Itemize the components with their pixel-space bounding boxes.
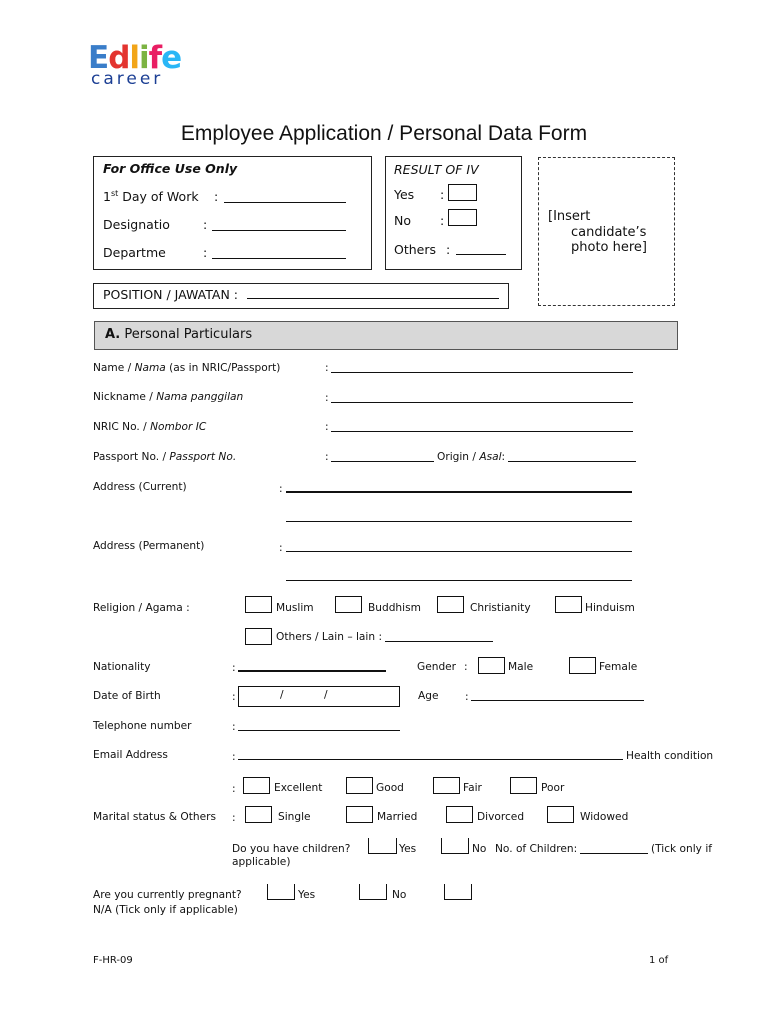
gender-female-checkbox[interactable]: [569, 657, 596, 674]
origin-label: Origin / Asal:: [437, 451, 506, 463]
designation-colon: :: [203, 217, 208, 232]
name-label: Name / Nama (as in NRIC/Passport): [93, 362, 281, 374]
pregnant-no-label: No: [392, 889, 407, 901]
first-day-field[interactable]: [224, 202, 346, 203]
department-label: Departme: [103, 245, 166, 260]
result-yes-label: Yes: [394, 187, 415, 202]
religion-muslim-label: Muslim: [276, 602, 314, 614]
religion-others-label: Others / Lain – lain :: [276, 631, 383, 643]
health-colon: :: [232, 783, 236, 795]
children-no-label: No: [472, 843, 487, 855]
nickname-field[interactable]: [331, 402, 633, 403]
health-poor-label: Poor: [541, 782, 565, 794]
result-no-colon: :: [440, 213, 445, 228]
health-good-checkbox[interactable]: [346, 777, 373, 794]
gender-label: Gender: [417, 661, 457, 673]
passport-field[interactable]: [331, 461, 434, 462]
logo-subtext: career: [91, 69, 164, 89]
num-children-field[interactable]: [580, 853, 648, 854]
religion-buddhism-checkbox[interactable]: [335, 596, 362, 613]
health-poor-checkbox[interactable]: [510, 777, 537, 794]
email-field[interactable]: [238, 759, 623, 760]
health-fair-label: Fair: [463, 782, 482, 794]
religion-buddhism-label: Buddhism: [368, 602, 421, 614]
first-day-colon: :: [214, 189, 219, 204]
marital-married-checkbox[interactable]: [346, 806, 373, 823]
dob-label: Date of Birth: [93, 690, 161, 702]
origin-field[interactable]: [508, 461, 636, 462]
nickname-colon: :: [325, 392, 329, 404]
nationality-field[interactable]: [238, 670, 386, 672]
address-permanent-field-2[interactable]: [286, 580, 632, 581]
dob-field[interactable]: [238, 686, 400, 707]
nric-label: NRIC No. / Nombor IC: [93, 421, 207, 433]
religion-hinduism-checkbox[interactable]: [555, 596, 582, 613]
passport-label: Passport No. / Passport No.: [93, 451, 237, 463]
nationality-colon: :: [232, 662, 236, 674]
passport-colon: :: [325, 451, 329, 463]
children-question: Do you have children?: [232, 843, 351, 855]
pregnant-question: Are you currently pregnant?: [93, 889, 242, 901]
marital-widowed-checkbox[interactable]: [547, 806, 574, 823]
health-good-label: Good: [376, 782, 404, 794]
nickname-label: Nickname / Nama panggilan: [93, 391, 244, 403]
page-number: 1 of: [649, 955, 669, 966]
result-iv-heading: RESULT OF IV: [394, 162, 479, 177]
age-colon: :: [465, 691, 469, 703]
dob-slash-2: /: [324, 689, 328, 701]
result-yes-colon: :: [440, 187, 445, 202]
position-field[interactable]: [247, 298, 499, 299]
gender-male-checkbox[interactable]: [478, 657, 505, 674]
department-field[interactable]: [212, 258, 346, 259]
marital-married-label: Married: [377, 811, 418, 823]
result-no-label: No: [394, 213, 411, 228]
result-yes-checkbox[interactable]: [448, 184, 477, 201]
pregnant-yes-checkbox[interactable]: [267, 884, 295, 900]
email-label: Email Address: [93, 749, 168, 761]
address-current-field-1[interactable]: [286, 491, 632, 493]
nric-colon: :: [325, 421, 329, 433]
children-tick-note: (Tick only if: [651, 843, 712, 855]
department-colon: :: [203, 245, 208, 260]
section-a-header: [94, 321, 678, 350]
designation-field[interactable]: [212, 230, 346, 231]
pregnant-yes-label: Yes: [298, 889, 316, 901]
gender-colon: :: [464, 661, 468, 673]
religion-others-field[interactable]: [385, 641, 493, 642]
position-label: POSITION / JAWATAN :: [103, 287, 239, 302]
pregnant-na-checkbox[interactable]: [444, 884, 472, 900]
health-excellent-checkbox[interactable]: [243, 777, 270, 794]
nric-field[interactable]: [331, 431, 633, 432]
photo-text-line3: photo here]: [571, 240, 647, 255]
health-excellent-label: Excellent: [274, 782, 323, 794]
marital-single-checkbox[interactable]: [245, 806, 272, 823]
religion-hinduism-label: Hinduism: [585, 602, 635, 614]
address-current-label: Address (Current): [93, 481, 187, 493]
health-fair-checkbox[interactable]: [433, 777, 460, 794]
section-a-title: Personal Particulars: [120, 327, 253, 342]
religion-christianity-checkbox[interactable]: [437, 596, 464, 613]
nationality-label: Nationality: [93, 661, 151, 673]
health-label: Health condition: [626, 750, 714, 762]
children-yes-label: Yes: [399, 843, 417, 855]
gender-female-label: Female: [599, 661, 638, 673]
religion-christianity-label: Christianity: [470, 602, 531, 614]
children-applicable-note: applicable): [232, 856, 291, 868]
first-day-label: 1st Day of Work: [103, 189, 199, 205]
telephone-label: Telephone number: [93, 720, 192, 732]
result-no-checkbox[interactable]: [448, 209, 477, 226]
result-others-label: Others: [394, 242, 437, 257]
pregnant-na-label: N/A (Tick only if applicable): [93, 904, 238, 916]
office-use-heading: For Office Use Only: [103, 161, 238, 176]
marital-single-label: Single: [278, 811, 311, 823]
dob-slash-1: /: [280, 689, 284, 701]
dob-colon: :: [232, 691, 236, 703]
pregnant-no-checkbox[interactable]: [359, 884, 387, 900]
age-label: Age: [418, 690, 439, 702]
marital-widowed-label: Widowed: [580, 811, 629, 823]
telephone-colon: :: [232, 721, 236, 733]
photo-text-line1: [Insert: [548, 209, 591, 224]
logo-brand-text: Edlife: [88, 40, 182, 76]
designation-label: Designatio: [103, 217, 170, 232]
marital-colon: :: [232, 812, 236, 824]
num-children-label: No. of Children:: [495, 843, 578, 855]
religion-label: Religion / Agama :: [93, 602, 190, 614]
age-field[interactable]: [471, 700, 644, 701]
result-others-colon: :: [446, 242, 451, 257]
name-field[interactable]: [331, 372, 633, 373]
religion-muslim-checkbox[interactable]: [245, 596, 272, 613]
address-permanent-colon: :: [279, 542, 283, 554]
name-colon: :: [325, 362, 329, 374]
gender-male-label: Male: [508, 661, 534, 673]
marital-label: Marital status & Others: [93, 811, 217, 823]
marital-divorced-checkbox[interactable]: [446, 806, 473, 823]
address-current-colon: :: [279, 483, 283, 495]
marital-divorced-label: Divorced: [477, 811, 525, 823]
children-yes-checkbox[interactable]: [368, 838, 397, 854]
children-no-checkbox[interactable]: [441, 838, 469, 854]
address-permanent-label: Address (Permanent): [93, 540, 205, 552]
religion-others-checkbox[interactable]: [245, 628, 272, 645]
page-title: Employee Application / Personal Data Form: [180, 122, 588, 145]
telephone-field[interactable]: [238, 730, 400, 731]
address-current-field-2[interactable]: [286, 521, 632, 522]
company-logo: [88, 40, 208, 90]
address-permanent-field-1[interactable]: [286, 551, 632, 552]
form-code: F-HR-09: [93, 955, 133, 966]
result-others-field[interactable]: [456, 254, 506, 255]
email-colon: :: [232, 751, 236, 763]
photo-text-line2: candidate’s: [571, 225, 647, 240]
section-a-letter: A.: [105, 327, 121, 342]
